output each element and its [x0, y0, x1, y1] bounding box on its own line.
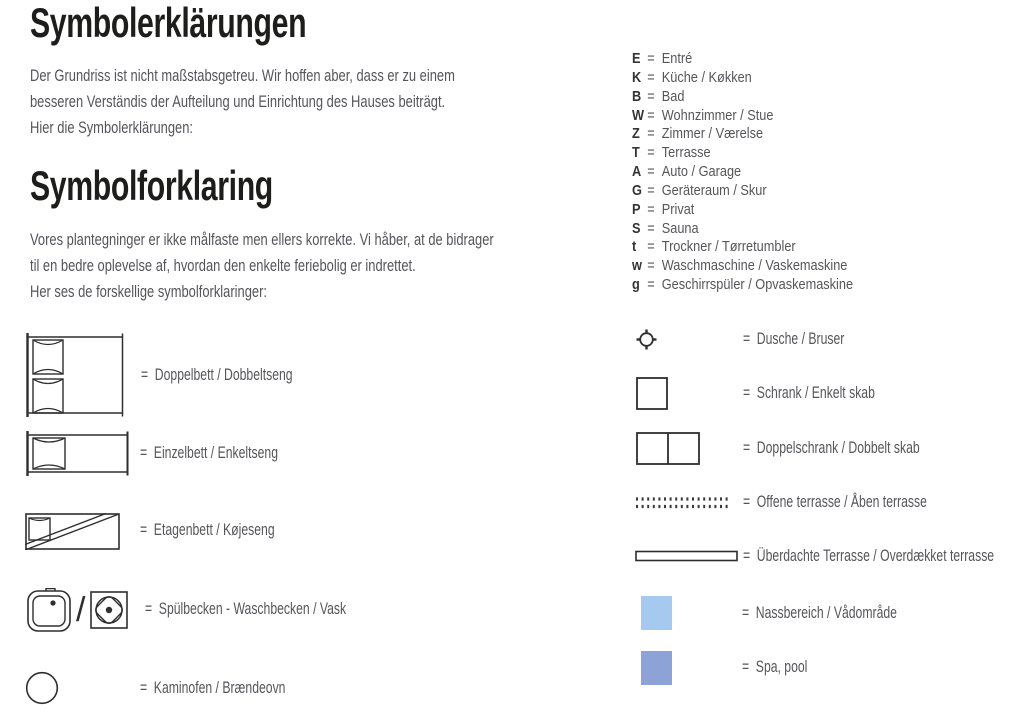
- legend-row-sink-washbasin: [27, 587, 417, 632]
- symbol-label: [145, 600, 346, 619]
- symbol-label-text: Dusche / Bruser: [756, 330, 845, 348]
- room-code: A: [632, 163, 642, 181]
- room-code-label: Zimmer / Værelse: [661, 125, 764, 143]
- legend-row-shower: [636, 329, 880, 350]
- shower-icon: [636, 329, 657, 350]
- room-code-label: Entré: [661, 50, 693, 67]
- room-code: t: [632, 238, 637, 256]
- equals-sign: =: [743, 330, 751, 348]
- legend-row-single-bed: [25, 431, 327, 476]
- symbol-label: [743, 439, 920, 458]
- legend-row-open-terrace: [635, 495, 992, 510]
- equals-sign: =: [743, 439, 751, 457]
- symbol-label-text: Kaminofen / Brændeovn: [153, 678, 286, 697]
- room-code-row: [632, 238, 853, 257]
- equals-sign: =: [647, 106, 655, 124]
- legend-row-spa-pool: [641, 650, 830, 685]
- equals-sign: =: [647, 125, 655, 143]
- equals-sign: =: [140, 678, 148, 697]
- intro-danish-line3: Her ses de forskellige symbolforklaringer:: [30, 282, 267, 301]
- double-cabinet-icon: [636, 432, 700, 465]
- equals-sign: =: [647, 87, 655, 105]
- equals-sign: =: [647, 219, 655, 237]
- covered-terrace-icon: [635, 550, 738, 562]
- symbol-label-text: Etagenbett / Køjeseng: [153, 520, 275, 539]
- room-code-label: Trockner / Tørretumbler: [661, 238, 796, 256]
- equals-sign: =: [647, 50, 655, 67]
- equals-sign: =: [647, 200, 655, 218]
- symbol-label: [140, 679, 285, 698]
- symbol-label-text: Nassbereich / Vådområde: [755, 603, 897, 622]
- room-code: K: [632, 68, 642, 86]
- wood-stove-icon: [25, 671, 59, 705]
- open-terrace-icon: [635, 496, 731, 510]
- intro-german-line3: Hier die Symbolerklärungen:: [30, 118, 194, 137]
- equals-sign: =: [647, 181, 655, 199]
- symbol-label-text: Doppelbett / Dobbeltseng: [154, 365, 293, 384]
- room-code-label: Sauna: [661, 219, 699, 237]
- legend-row-covered-terrace: [635, 546, 1024, 565]
- symbol-label: [742, 658, 807, 677]
- symbol-label-text: Spülbecken - Waschbecken / Vask: [159, 600, 347, 618]
- room-code: P: [632, 200, 641, 218]
- intro-danish-line2: til en bedre oplevelse af, hvordan den enkelte feriebolig er indrettet.: [30, 256, 416, 275]
- room-code-label: Privat: [661, 200, 695, 218]
- symbol-label-text: Spa, pool: [755, 658, 808, 676]
- page-title-danish: [30, 162, 367, 209]
- page-title-german: [30, 2, 414, 44]
- room-code: G: [632, 181, 642, 199]
- legend-row-double-bed: [25, 333, 346, 417]
- room-code-label: Waschmaschine / Vaskemaskine: [661, 257, 848, 275]
- equals-sign: =: [647, 68, 655, 86]
- room-code-row: [632, 107, 853, 126]
- symbol-label: [742, 604, 897, 623]
- legend-row-wet-area: [641, 596, 951, 630]
- room-code-label: Geschirrspüler / Opvaskemaskine: [661, 276, 854, 294]
- equals-sign: =: [743, 384, 751, 402]
- room-code-row: [632, 257, 853, 276]
- room-code-label: Bad: [661, 87, 685, 105]
- bunk-bed-icon: [25, 510, 120, 550]
- sink-separator: /: [76, 590, 86, 629]
- title-danish-text: Symbolforklaring: [30, 162, 273, 209]
- room-code-row: [632, 69, 853, 88]
- room-code: w: [632, 257, 642, 275]
- symbol-label: [743, 384, 875, 403]
- room-code-legend: [632, 50, 892, 295]
- symbol-label: [140, 444, 278, 463]
- equals-sign: =: [743, 493, 751, 511]
- room-code: g: [632, 276, 640, 294]
- equals-sign: =: [145, 600, 153, 618]
- equals-sign: =: [742, 658, 750, 676]
- equals-sign: =: [743, 546, 751, 565]
- equals-sign: =: [140, 444, 148, 462]
- equals-sign: =: [647, 144, 655, 162]
- single-bed-icon: [25, 431, 131, 476]
- room-code: E: [632, 50, 641, 67]
- equals-sign: =: [647, 163, 655, 181]
- washbasin-icon: [90, 590, 129, 630]
- room-code-row: [632, 201, 853, 220]
- room-code-label: Küche / Køkken: [661, 68, 752, 86]
- room-code-label: Auto / Garage: [661, 163, 742, 181]
- symbol-label-text: Überdachte Terrasse / Overdækket terrasse: [756, 546, 995, 565]
- intro-danish: [30, 227, 640, 305]
- intro-german: [30, 63, 589, 141]
- legend-row-wood-stove: [25, 671, 337, 705]
- symbol-label-text: Offene terrasse / Åben terrasse: [756, 493, 927, 511]
- room-code: W: [632, 106, 645, 124]
- equals-sign: =: [647, 257, 655, 275]
- equals-sign: =: [141, 365, 149, 384]
- room-code: B: [632, 87, 642, 105]
- equals-sign: =: [647, 276, 655, 294]
- spa-pool-icon: [641, 651, 672, 685]
- room-code: T: [632, 144, 640, 162]
- room-code-row: [632, 125, 853, 144]
- equals-sign: =: [140, 520, 148, 539]
- symbol-label: [743, 330, 844, 349]
- legend-row-bunk-bed: [25, 510, 322, 550]
- symbol-label: [140, 521, 275, 540]
- symbol-label-text: Schrank / Enkelt skab: [756, 384, 875, 402]
- room-code: S: [632, 219, 641, 237]
- intro-danish-line1: Vores plantegninger er ikke målfaste men ellers korrekte. Vi håber, at de bidrager: [30, 230, 494, 249]
- room-code-row: [632, 182, 853, 201]
- single-cabinet-icon: [636, 377, 668, 410]
- intro-german-line2: besseren Verständis der Aufteilung und Einrichtung des Hauses beiträgt.: [30, 92, 446, 111]
- room-code-label: Geräteraum / Skur: [661, 181, 767, 199]
- equals-sign: =: [647, 238, 655, 256]
- symbol-label-text: Einzelbett / Enkeltseng: [153, 444, 279, 462]
- legend-row-double-cabinet: [636, 432, 982, 465]
- room-code-label: Wohnzimmer / Stue: [661, 106, 774, 124]
- kitchen-sink-icon: [27, 588, 71, 632]
- room-code-row: [632, 144, 853, 163]
- symbol-label: [743, 493, 927, 512]
- room-code-row: [632, 163, 853, 182]
- double-bed-icon: [25, 333, 126, 417]
- equals-sign: =: [742, 603, 750, 622]
- legend-row-single-cabinet: [636, 377, 921, 410]
- room-code-row: [632, 276, 853, 295]
- symbol-label-text: Doppelschrank / Dobbelt skab: [756, 439, 920, 457]
- intro-german-line1: Der Grundriss ist nicht maßstabsgetreu. Wir hoffen aber, dass er zu einem: [30, 66, 455, 85]
- symbol-label: [141, 366, 293, 385]
- title-german-text: Symbolerklärungen: [30, 0, 307, 46]
- room-code-row: [632, 50, 853, 69]
- room-code-row: [632, 220, 853, 239]
- room-code-label: Terrasse: [661, 144, 711, 162]
- room-code: Z: [632, 125, 640, 143]
- room-code-row: [632, 88, 853, 107]
- symbol-label: [743, 547, 994, 566]
- wet-area-icon: [641, 596, 672, 630]
